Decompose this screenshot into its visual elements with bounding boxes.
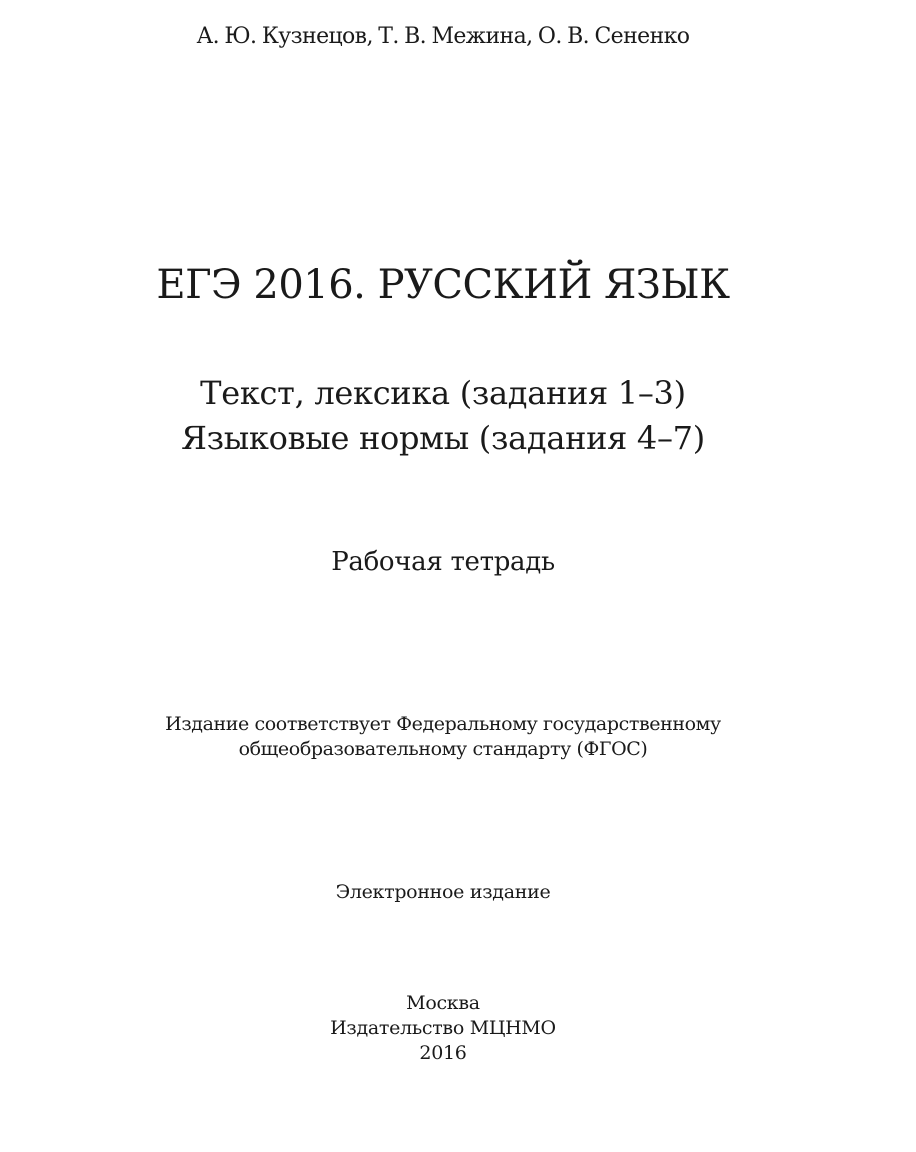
edition-type: Электронное издание — [335, 881, 551, 903]
imprint-city: Москва — [406, 992, 480, 1014]
standard-note-line-1: Издание соответствует Федеральному государственному — [165, 713, 721, 735]
subtitle-line-1: Текст, лексика (задания 1–3) — [200, 374, 686, 412]
book-type: Рабочая тетрадь — [331, 547, 555, 577]
authors: А. Ю. Кузнецов, Т. В. Межина, О. В. Сененко — [196, 24, 690, 49]
subtitle-line-2: Языковые нормы (задания 4–7) — [181, 419, 705, 457]
book-title: ЕГЭ 2016. РУССКИЙ ЯЗЫК — [156, 262, 730, 308]
standard-note-line-2: общеобразовательному стандарту (ФГОС) — [238, 738, 648, 760]
imprint-year: 2016 — [419, 1042, 467, 1064]
imprint-publisher: Издательство МЦНМО — [330, 1017, 556, 1039]
